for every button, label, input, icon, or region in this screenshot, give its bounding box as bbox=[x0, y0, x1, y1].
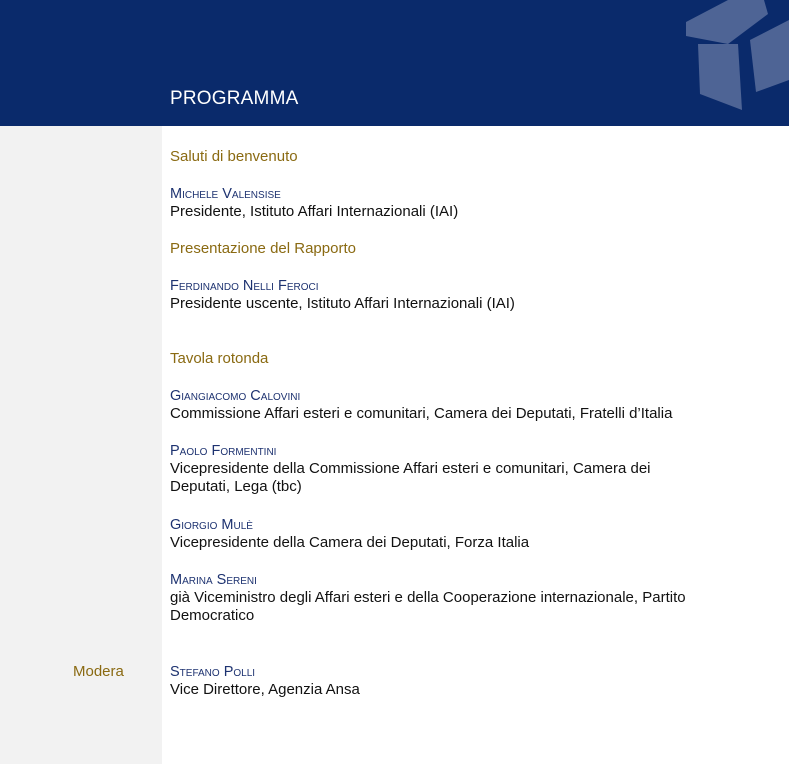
speaker-name: Paolo Formentini bbox=[170, 443, 277, 459]
section-title-presentation: Presentazione del Rapporto bbox=[170, 240, 356, 257]
speaker-entry bbox=[170, 571, 730, 625]
moderator-entry bbox=[170, 663, 770, 699]
speaker-entry bbox=[170, 277, 770, 313]
speaker-name: Ferdinando Nelli Feroci bbox=[170, 278, 319, 294]
speaker-entry bbox=[170, 442, 700, 496]
speaker-entry bbox=[170, 516, 770, 552]
speaker-role: Commissione Affari esteri e comunitari, Camera dei Deputati, Fratelli d’Italia bbox=[170, 405, 673, 422]
speaker-role: Vice Direttore, Agenzia Ansa bbox=[170, 681, 360, 698]
speaker-name: Michele Valensise bbox=[170, 186, 281, 202]
speaker-role: Presidente, Istituto Affari Internazionali (IAI) bbox=[170, 203, 459, 220]
page-title: PROGRAMMA bbox=[170, 88, 299, 109]
speaker-role: già Viceministro degli Affari esteri e della Cooperazione internazionale, Partito Democratico bbox=[170, 589, 686, 624]
section-title-welcome: Saluti di benvenuto bbox=[170, 148, 298, 165]
speaker-role: Vicepresidente della Commissione Affari esteri e comunitari, Camera dei Deputati, Lega (tbc) bbox=[170, 460, 651, 495]
logo-cube-icon bbox=[686, 0, 789, 112]
speaker-name: Stefano Polli bbox=[170, 664, 256, 680]
moderator-label: Modera bbox=[73, 663, 124, 680]
section-title-roundtable: Tavola rotonda bbox=[170, 350, 269, 367]
speaker-name: Giorgio Mulè bbox=[170, 517, 253, 533]
speaker-name: Marina Sereni bbox=[170, 572, 257, 588]
speaker-entry bbox=[170, 387, 770, 423]
speaker-role: Vicepresidente della Camera dei Deputati, Forza Italia bbox=[170, 534, 530, 551]
speaker-entry bbox=[170, 185, 770, 221]
speaker-name: Giangiacomo Calovini bbox=[170, 388, 301, 404]
speaker-role: Presidente uscente, Istituto Affari Internazionali (IAI) bbox=[170, 295, 515, 312]
header-banner bbox=[0, 0, 789, 126]
